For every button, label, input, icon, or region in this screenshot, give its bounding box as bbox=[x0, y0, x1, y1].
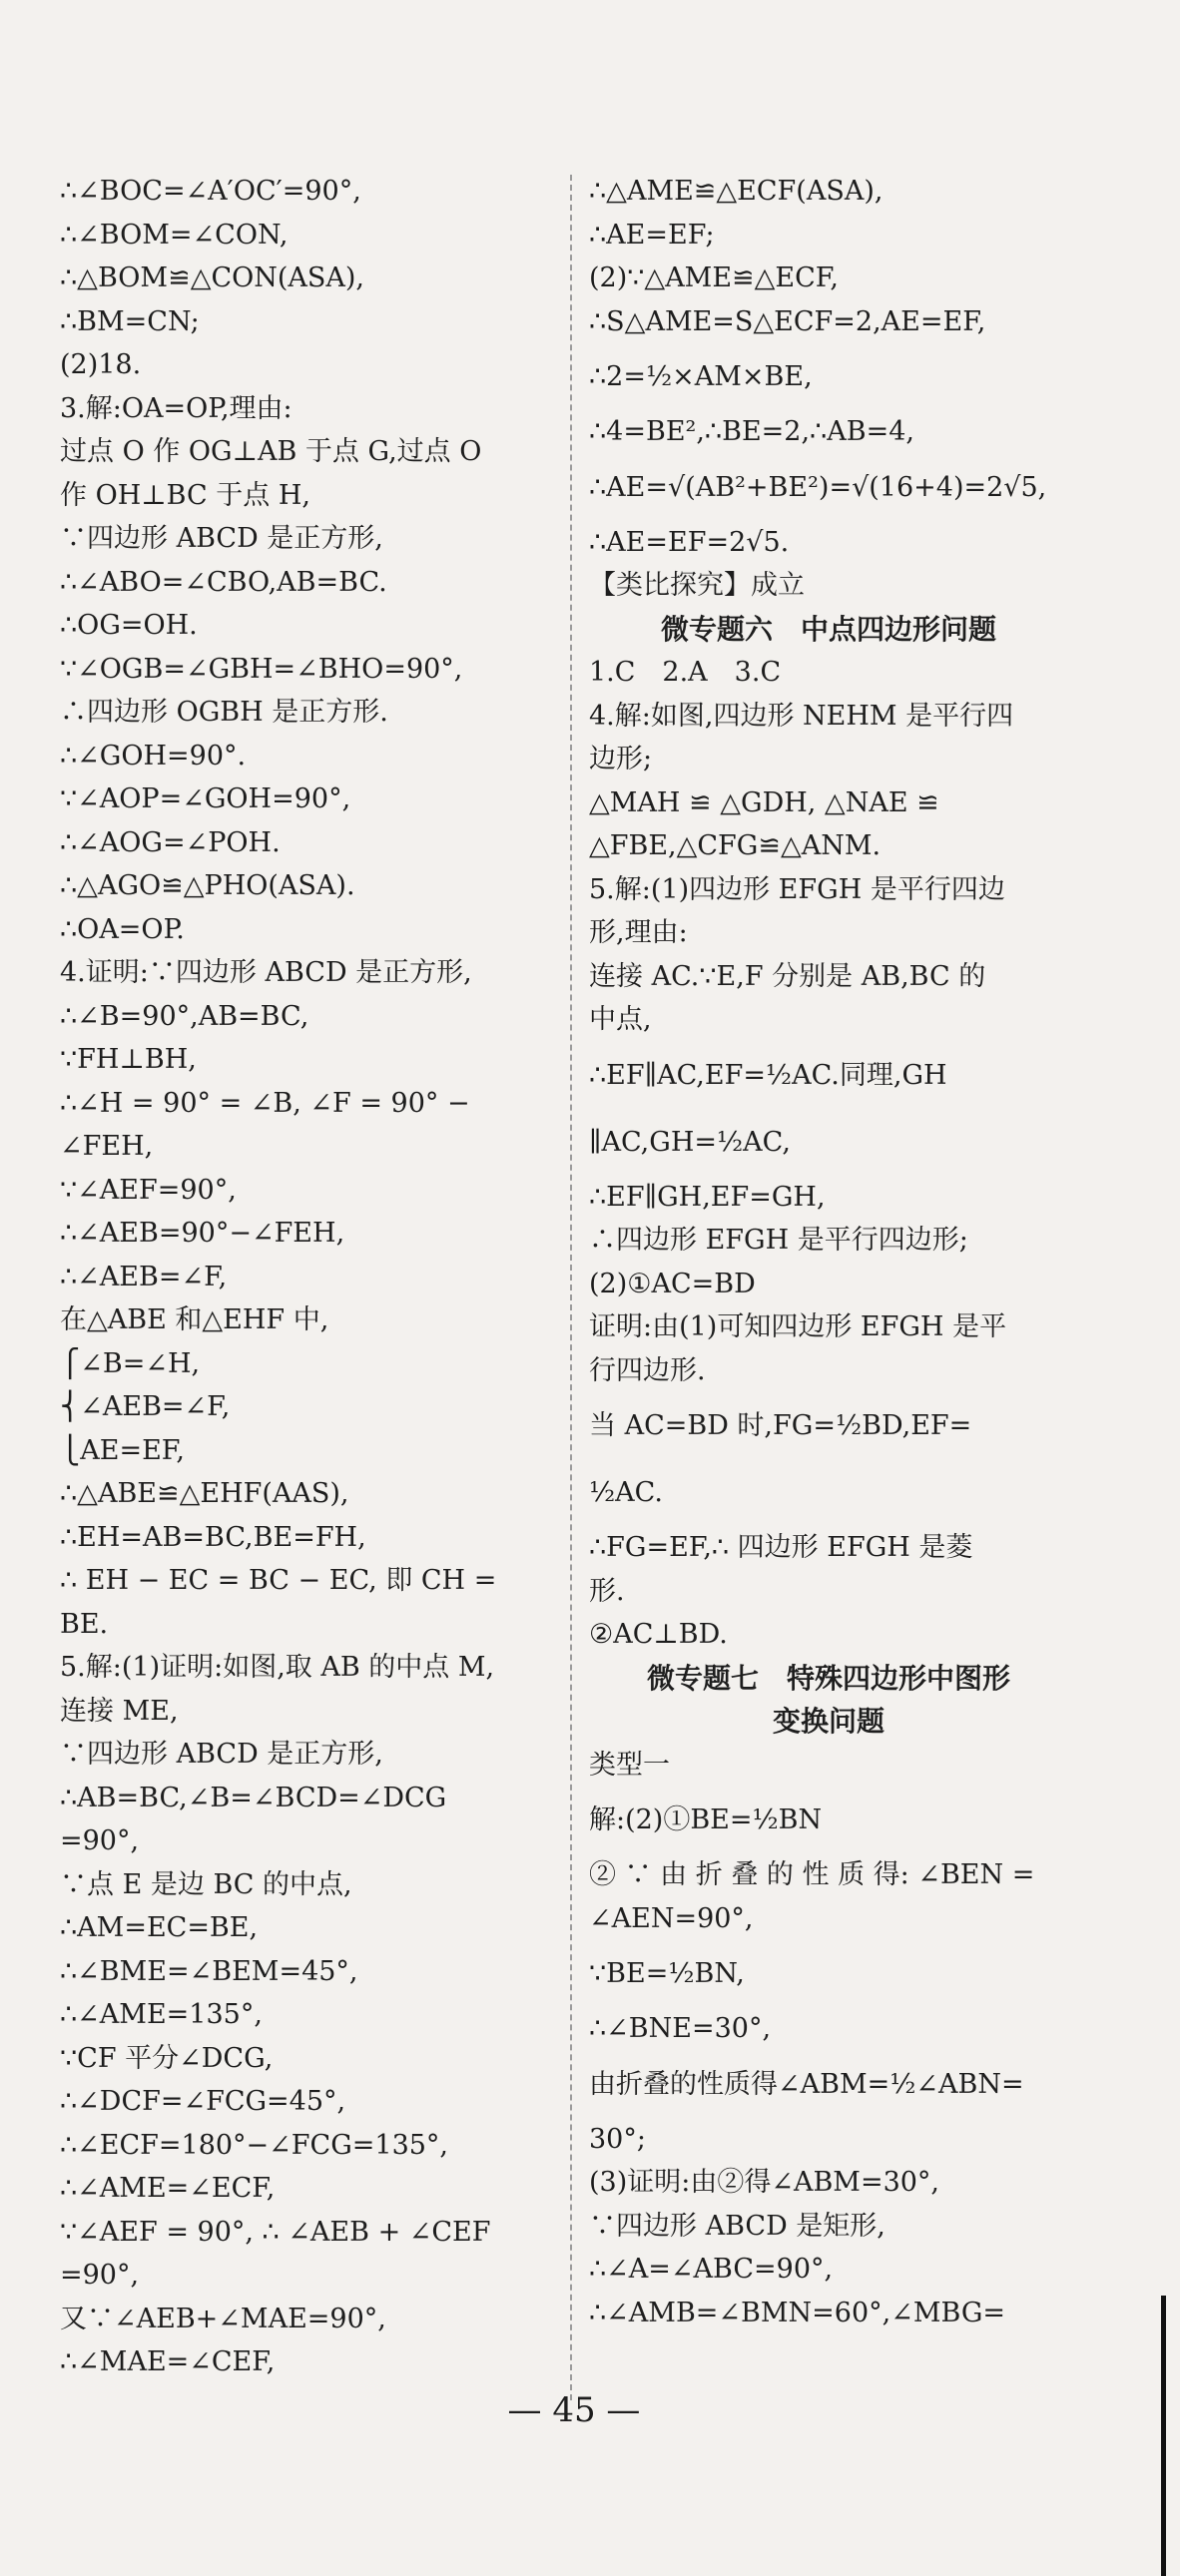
text-line: 4.证明:∵四边形 ABCD 是正方形, bbox=[60, 957, 472, 988]
text-line: ∵BE=½BN, bbox=[589, 1958, 745, 1989]
text-line: 形,理由: bbox=[589, 917, 688, 948]
text-line: ∴∠AEB=∠F, bbox=[60, 1261, 228, 1292]
text-line: ∴FG=EF,∴ 四边形 EFGH 是菱 bbox=[589, 1532, 973, 1563]
text-line: ∵点 E 是边 BC 的中点, bbox=[60, 1868, 352, 1900]
text-line: ∴OA=OP. bbox=[60, 913, 185, 945]
text-line: 1.C 2.A 3.C bbox=[589, 657, 782, 688]
text-line: ∠FEH, bbox=[60, 1131, 154, 1162]
text-line: 连接 AC.∵E,F 分别是 AB,BC 的 bbox=[589, 960, 986, 992]
text-line: ∴△BOM≌△CON(ASA), bbox=[60, 262, 365, 293]
system-brace-line: ⎨∠AEB=∠F, bbox=[60, 1391, 231, 1422]
text-line: ∴AE=EF; bbox=[589, 219, 715, 251]
section-heading: 微专题六 中点四边形问题 bbox=[660, 612, 996, 646]
text-line: =90°, bbox=[60, 1825, 140, 1856]
text-line: ∵∠AEF=90°, bbox=[60, 1174, 237, 1206]
text-line: 解:(2)①BE=½BN bbox=[589, 1804, 823, 1835]
text-line: 中点, bbox=[589, 1004, 652, 1035]
text-line: ∴∠BOC=∠A′OC′=90°, bbox=[60, 176, 361, 207]
text-line: 5.解:(1)四边形 EFGH 是平行四边 bbox=[589, 873, 1005, 905]
text-line: BE. bbox=[60, 1608, 109, 1640]
column-divider bbox=[570, 175, 572, 2400]
section-label: 【类比探究】成立 bbox=[589, 570, 805, 601]
text-line: ∴EF∥GH,EF=GH, bbox=[589, 1181, 826, 1213]
system-brace-line: ⎩AE=EF, bbox=[60, 1434, 185, 1466]
margin-rule bbox=[1161, 2296, 1166, 2576]
text-line: ∴∠A=∠ABC=90°, bbox=[589, 2254, 834, 2285]
text-line: ∴∠ECF=180°−∠FCG=135°, bbox=[60, 2129, 449, 2161]
text-line: 边形; bbox=[589, 744, 653, 774]
text-line: ∴∠AEB=90°−∠FEH, bbox=[60, 1218, 345, 1249]
text-line: ∴四边形 OGBH 是正方形. bbox=[60, 697, 388, 728]
text-line: (2)∵△AME≌△ECF, bbox=[589, 262, 839, 293]
text-line: 过点 O 作 OG⊥AB 于点 G,过点 O bbox=[60, 436, 482, 467]
text-line: ② ∵ 由 折 叠 的 性 质 得: ∠BEN = bbox=[589, 1859, 1035, 1890]
text-line: ∵∠AOP=∠GOH=90°, bbox=[60, 783, 351, 814]
text-line: △FBE,△CFG≌△ANM. bbox=[589, 830, 882, 861]
text-line: ∴AE=√(AB²+BE²)=√(16+4)=2√5, bbox=[589, 471, 1047, 503]
text-line: ②AC⊥BD. bbox=[589, 1619, 728, 1650]
text-line: ∥AC,GH=½AC, bbox=[589, 1126, 791, 1158]
text-line: ∵四边形 ABCD 是正方形, bbox=[60, 1739, 383, 1770]
text-line: 行四边形. bbox=[589, 1354, 706, 1386]
text-line: ∴△ABE≌△EHF(AAS), bbox=[60, 1478, 349, 1509]
text-line: ∴△AME≌△ECF(ASA), bbox=[589, 176, 884, 207]
text-line: ∴∠ABO=∠CBO,AB=BC. bbox=[60, 566, 387, 598]
text-line: ∴∠MAE=∠CEF, bbox=[60, 2346, 276, 2377]
text-line: ∴4=BE²,∴BE=2,∴AB=4, bbox=[589, 416, 914, 447]
text-line: ∴S△AME=S△ECF=2,AE=EF, bbox=[589, 305, 986, 337]
text-line: ∴四边形 EFGH 是平行四边形; bbox=[589, 1225, 968, 1256]
text-line: ∴∠AME=135°, bbox=[60, 1999, 263, 2030]
section-label: 类型一 bbox=[589, 1749, 670, 1781]
text-line: ∴∠BNE=30°, bbox=[589, 2013, 772, 2044]
text-line: ∴2=½×AM×BE, bbox=[589, 361, 813, 392]
right-column bbox=[589, 170, 1068, 2334]
text-line: ∠AEN=90°, bbox=[589, 1902, 754, 1934]
text-line: 3.解:OA=OP,理由: bbox=[60, 392, 293, 424]
section-heading: 微专题七 特殊四边形中图形 bbox=[646, 1661, 1010, 1695]
text-line: ∴AE=EF=2√5. bbox=[589, 526, 790, 558]
text-line: 又∵∠AEB+∠MAE=90°, bbox=[60, 2303, 386, 2334]
text-line: ∴EH=AB=BC,BE=FH, bbox=[60, 1521, 366, 1553]
text-line: 4.解:如图,四边形 NEHM 是平行四 bbox=[589, 700, 1014, 732]
text-line: 30°; bbox=[589, 2123, 646, 2155]
text-line: ∵四边形 ABCD 是矩形, bbox=[589, 2210, 885, 2242]
text-line: ∵四边形 ABCD 是正方形, bbox=[60, 523, 383, 554]
text-line: (2)①AC=BD bbox=[589, 1268, 756, 1299]
text-line: ∴∠AMB=∠BMN=60°,∠MBG= bbox=[589, 2297, 1006, 2328]
text-line: (3)证明:由②得∠ABM=30°, bbox=[589, 2167, 940, 2198]
text-line: 证明:由(1)可知四边形 EFGH 是平 bbox=[589, 1311, 1007, 1342]
text-line: (2)18. bbox=[60, 349, 142, 380]
text-line: ∴ EH − EC = BC − EC, 即 CH = bbox=[60, 1565, 497, 1596]
text-line: ∴∠B=90°,AB=BC, bbox=[60, 1000, 309, 1032]
text-line: ∴OG=OH. bbox=[60, 610, 198, 641]
text-line: ∵∠AEF = 90°, ∴ ∠AEB + ∠CEF bbox=[60, 2216, 491, 2248]
text-line: 在△ABE 和△EHF 中, bbox=[60, 1304, 329, 1335]
system-brace-line: ⎧∠B=∠H, bbox=[60, 1347, 201, 1379]
text-line: ∴AB=BC,∠B=∠BCD=∠DCG bbox=[60, 1782, 447, 1813]
text-line: △MAH ≌ △GDH, △NAE ≌ bbox=[589, 786, 939, 818]
text-line: ∴∠DCF=∠FCG=45°, bbox=[60, 2086, 346, 2117]
text-line: 由折叠的性质得∠ABM=½∠ABN= bbox=[589, 2068, 1024, 2100]
text-line: ∴△AGO≌△PHO(ASA). bbox=[60, 870, 355, 901]
section-heading-continued: 变换问题 bbox=[772, 1705, 885, 1738]
text-line: ∴∠BOM=∠CON, bbox=[60, 219, 289, 251]
text-line: ∴AM=EC=BE, bbox=[60, 1912, 259, 1943]
text-line: 连接 ME, bbox=[60, 1695, 179, 1727]
text-line: ∴∠AME=∠ECF, bbox=[60, 2173, 276, 2204]
text-line: ∴EF∥AC,EF=½AC.同理,GH bbox=[589, 1059, 947, 1091]
text-line: ∵CF 平分∠DCG, bbox=[60, 2042, 274, 2074]
text-line: ∴BM=CN; bbox=[60, 305, 200, 337]
page-number: — 45 — bbox=[507, 2390, 641, 2430]
text-line: ∴∠H = 90° = ∠B, ∠F = 90° − bbox=[60, 1087, 470, 1119]
text-line: 形. bbox=[589, 1575, 625, 1607]
text-line: 当 AC=BD 时,FG=½BD,EF= bbox=[589, 1410, 972, 1441]
text-line: ½AC. bbox=[589, 1477, 663, 1508]
text-line: ∵FH⊥BH, bbox=[60, 1044, 197, 1075]
text-line: ∴∠AOG=∠POH. bbox=[60, 826, 281, 858]
left-column bbox=[60, 170, 559, 2384]
text-line: =90°, bbox=[60, 2260, 140, 2291]
text-line: ∴∠GOH=90°. bbox=[60, 740, 247, 772]
text-line: 作 OH⊥BC 于点 H, bbox=[60, 479, 310, 511]
text-line: ∵∠OGB=∠GBH=∠BHO=90°, bbox=[60, 653, 463, 685]
text-line: 5.解:(1)证明:如图,取 AB 的中点 M, bbox=[60, 1652, 495, 1683]
text-line: ∴∠BME=∠BEM=45°, bbox=[60, 1955, 358, 1987]
